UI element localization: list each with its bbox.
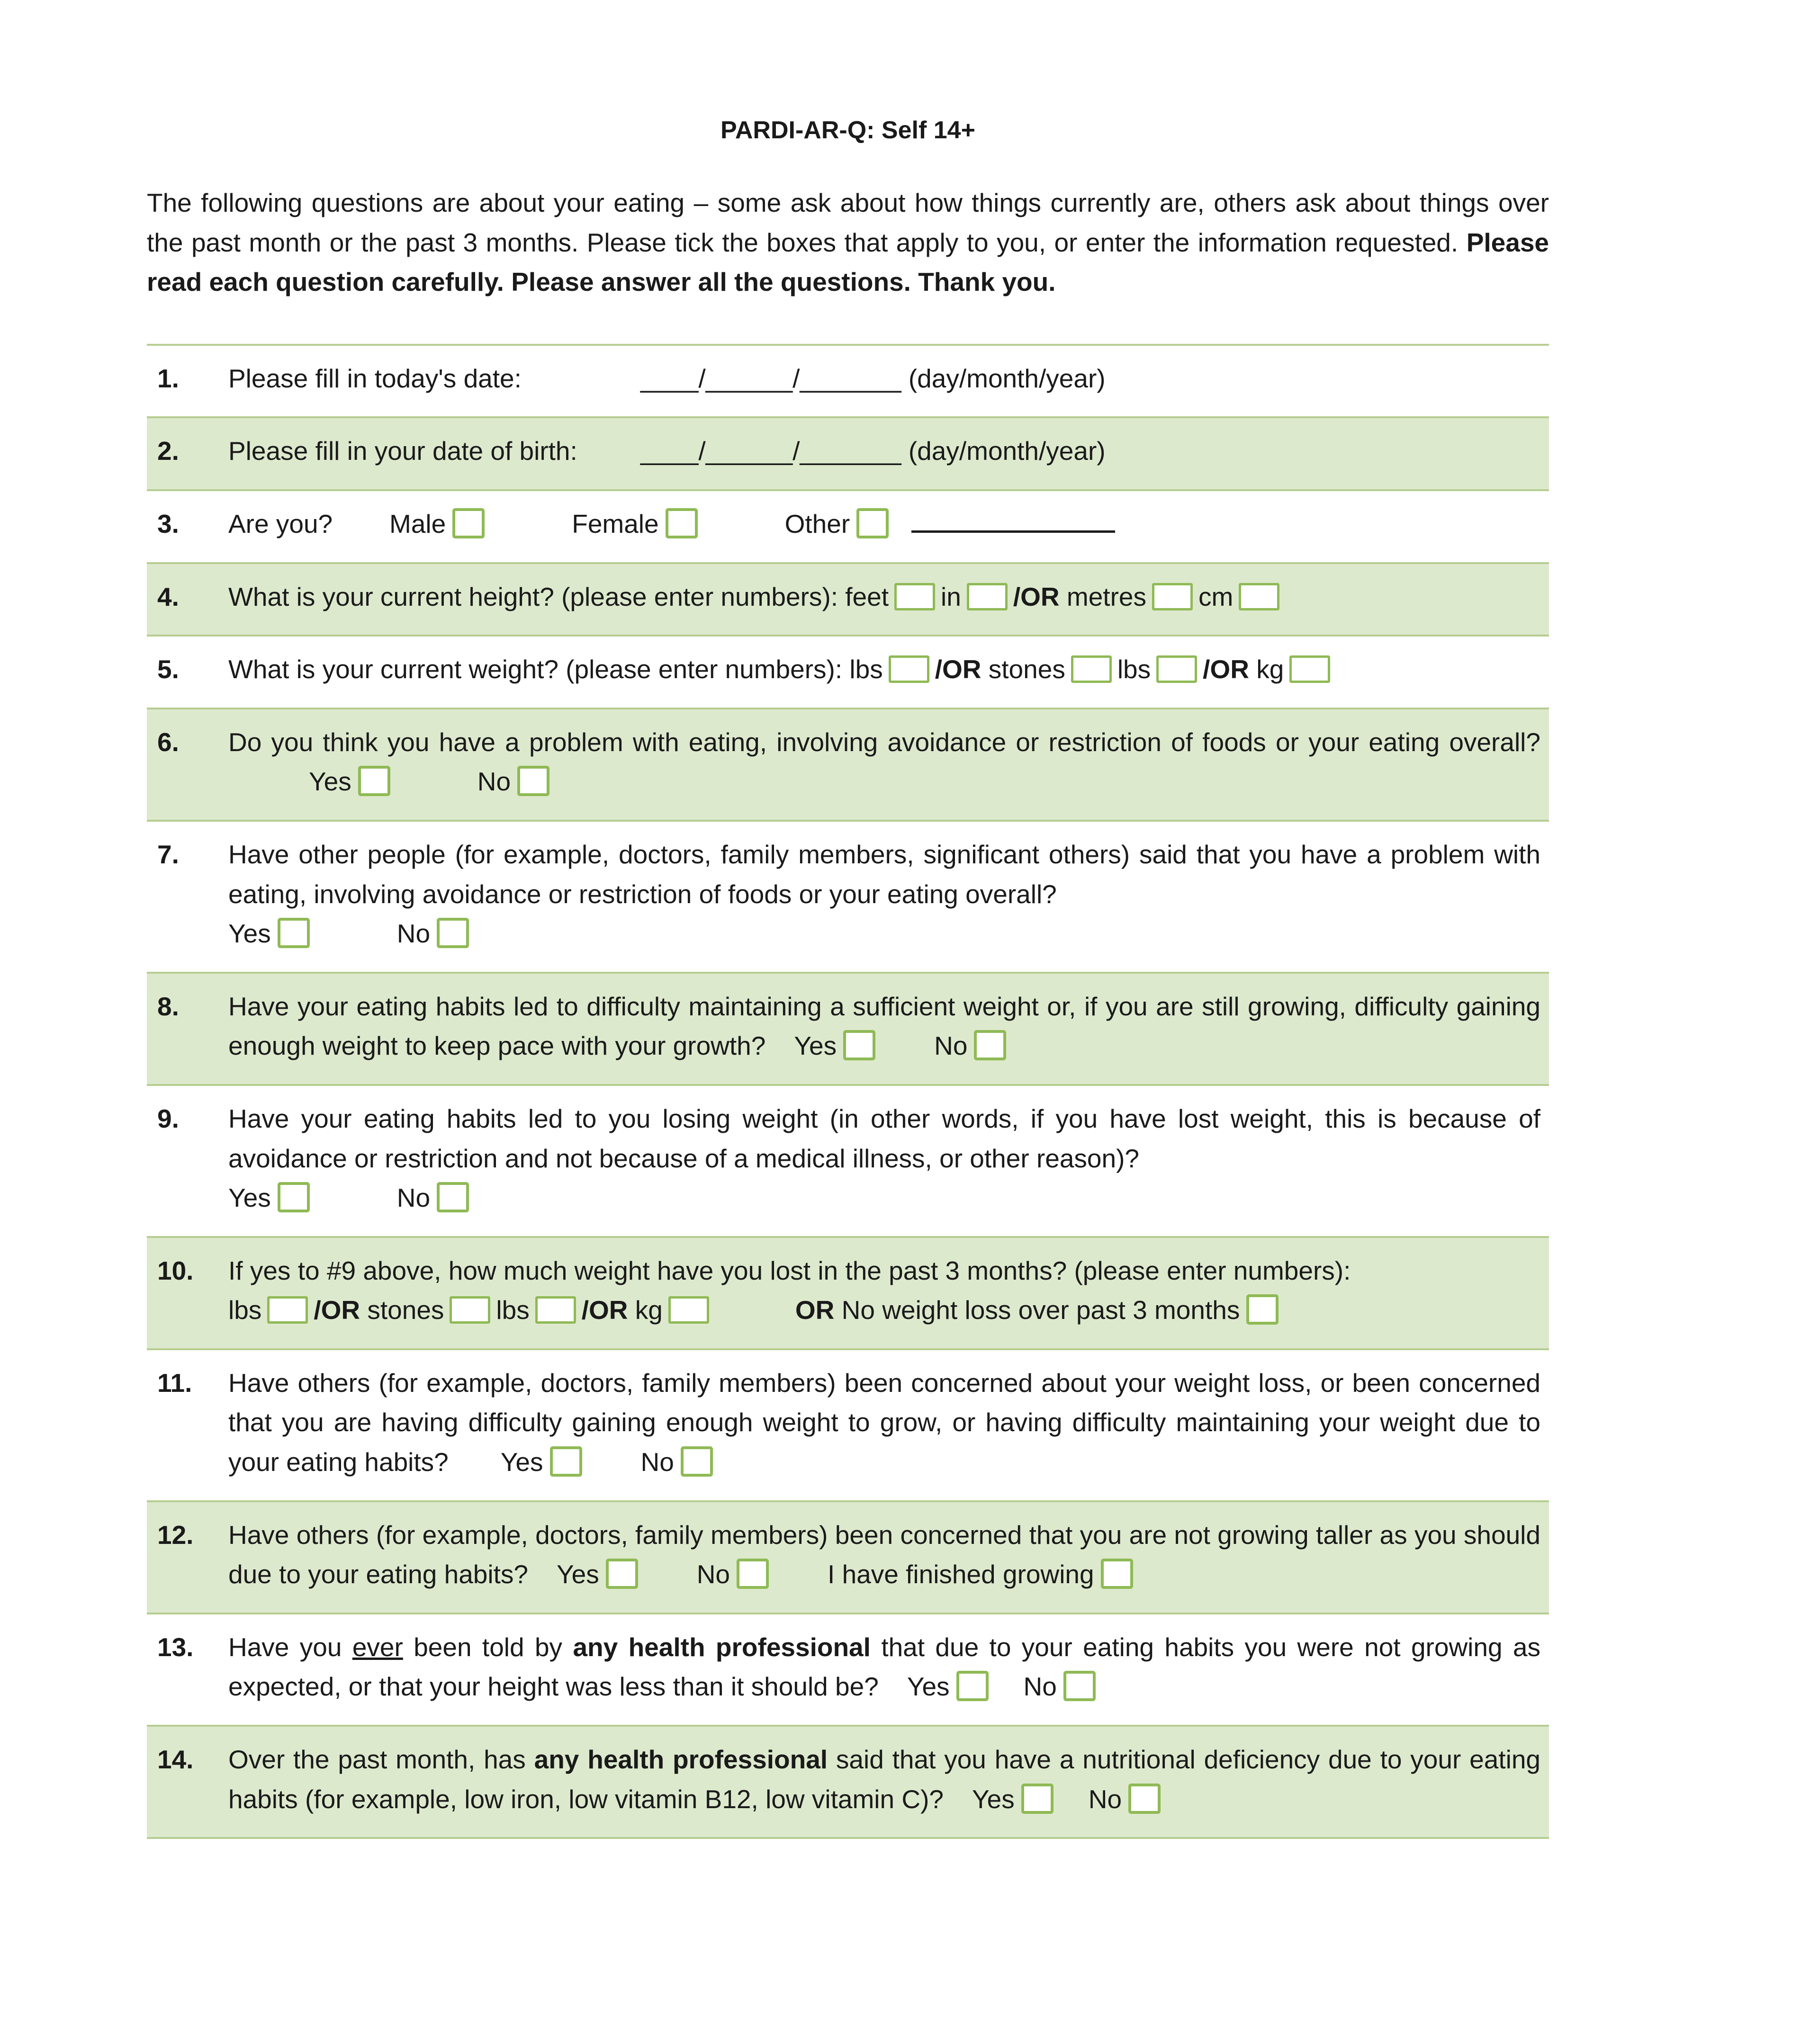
q7-no-checkbox[interactable] bbox=[437, 918, 469, 948]
q12-finished-growing-label: I have finished growing bbox=[828, 1560, 1094, 1589]
q14-number: 14. bbox=[157, 1745, 194, 1775]
q9-yes-label: Yes bbox=[228, 1183, 271, 1213]
q4-or-label: /OR bbox=[1013, 582, 1060, 611]
q8-yes-checkbox[interactable] bbox=[843, 1030, 875, 1060]
question-row-9 bbox=[147, 1084, 1549, 1236]
q4-metres-label: metres bbox=[1066, 582, 1146, 611]
q10-number: 10. bbox=[157, 1255, 194, 1285]
question-row-7 bbox=[147, 820, 1549, 972]
q2-number: 2. bbox=[157, 436, 179, 466]
q5-lbs2-label: lbs bbox=[1117, 654, 1151, 684]
q13-body bbox=[228, 1628, 1544, 1707]
q9-body bbox=[228, 1099, 1544, 1218]
q3-number: 3. bbox=[157, 509, 179, 538]
q14-bold-text: any health professional bbox=[534, 1745, 828, 1775]
question-row-13 bbox=[147, 1613, 1549, 1725]
q5-stones-label: stones bbox=[988, 654, 1065, 684]
q14-yes-checkbox[interactable] bbox=[1021, 1784, 1054, 1814]
q10-lbs-input-box[interactable] bbox=[267, 1296, 308, 1324]
question-row-5 bbox=[147, 635, 1549, 708]
q10-no-weight-loss-label: No weight loss over past 3 months bbox=[841, 1295, 1240, 1325]
q3-text: Are you? bbox=[228, 509, 333, 538]
question-row-1 bbox=[147, 344, 1549, 417]
q5-lbs2-input-box[interactable] bbox=[1156, 655, 1197, 683]
q10-stones-label: stones bbox=[367, 1295, 444, 1325]
q5-kg-label: kg bbox=[1256, 654, 1284, 684]
q13-text-3: that due to your eating habits you were not growing as expected, or that your height was less than it should be? bbox=[228, 1632, 1541, 1702]
q9-number: 9. bbox=[157, 1103, 179, 1133]
q13-yes-checkbox[interactable] bbox=[956, 1671, 989, 1701]
question-row-11 bbox=[147, 1348, 1549, 1500]
q2-date-format: (day/month/year) bbox=[908, 436, 1106, 466]
q5-text: What is your current weight? (please enter numbers): lbs bbox=[228, 654, 883, 684]
questions-table bbox=[147, 344, 1549, 1839]
q3-other-checkbox[interactable] bbox=[856, 508, 889, 538]
q14-no-label: No bbox=[1088, 1784, 1122, 1814]
q11-yes-label: Yes bbox=[500, 1447, 543, 1477]
question-row-4 bbox=[147, 562, 1549, 635]
q8-yes-label: Yes bbox=[794, 1031, 837, 1061]
q4-cm-label: cm bbox=[1198, 582, 1234, 611]
q3-female-checkbox[interactable] bbox=[666, 508, 698, 538]
q12-body bbox=[228, 1515, 1544, 1595]
q10-or2-label: /OR bbox=[581, 1295, 628, 1325]
q6-no-label: No bbox=[477, 767, 511, 797]
q9-yes-checkbox[interactable] bbox=[278, 1182, 310, 1212]
q13-text-2: been told by bbox=[414, 1632, 563, 1662]
question-row-12 bbox=[147, 1500, 1549, 1613]
q10-lbs2-label: lbs bbox=[496, 1295, 530, 1325]
q13-ever-underlined: ever bbox=[352, 1632, 403, 1662]
q9-no-checkbox[interactable] bbox=[437, 1182, 469, 1212]
q2-body bbox=[228, 431, 1544, 471]
q11-body bbox=[228, 1363, 1544, 1482]
q4-body bbox=[228, 577, 1544, 617]
q8-text: Have your eating habits led to difficulty maintaining a sufficient weight or, if you are still growing, difficulty gaining enough weight to keep pace with your growth? bbox=[228, 991, 1540, 1061]
question-row-14 bbox=[147, 1725, 1549, 1839]
q6-yes-label: Yes bbox=[309, 767, 351, 797]
q1-body bbox=[228, 359, 1544, 399]
q13-no-label: No bbox=[1023, 1672, 1057, 1702]
q7-body bbox=[228, 835, 1544, 954]
question-row-10 bbox=[147, 1236, 1549, 1348]
q14-text-2: said that you have a nutritional deficiency due to your eating habits (for example, low iron, low vitamin B12, low vitamin C)? bbox=[228, 1745, 1540, 1814]
q3-body bbox=[228, 504, 1544, 544]
q10-or1-label: /OR bbox=[314, 1295, 360, 1325]
q11-no-checkbox[interactable] bbox=[681, 1446, 713, 1477]
q3-other-label: Other bbox=[784, 509, 850, 538]
q4-inches-input-box[interactable] bbox=[967, 583, 1008, 610]
q5-body bbox=[228, 650, 1544, 690]
q14-text-1: Over the past month, has bbox=[228, 1745, 526, 1775]
q10-body bbox=[228, 1251, 1544, 1330]
q2-text: Please fill in your date of birth: bbox=[228, 436, 577, 466]
q9-text: Have your eating habits led to you losing weight (in other words, if you have lost weight, this is because of avoidance or restriction and not because of a medical illness, or other reason)? bbox=[228, 1103, 1540, 1173]
question-row-2 bbox=[147, 416, 1549, 489]
q4-in-label: in bbox=[941, 582, 961, 611]
q3-male-checkbox[interactable] bbox=[452, 508, 485, 538]
q8-no-label: No bbox=[934, 1031, 968, 1061]
q1-text: Please fill in today's date: bbox=[228, 363, 522, 393]
q12-finished-growing-checkbox[interactable] bbox=[1101, 1559, 1133, 1589]
q12-no-checkbox[interactable] bbox=[737, 1559, 769, 1589]
question-row-3 bbox=[147, 489, 1549, 562]
q10-kg-input-box[interactable] bbox=[668, 1296, 709, 1324]
q7-yes-checkbox[interactable] bbox=[278, 918, 310, 948]
intro-text-bold: Please read each question carefully. Please answer all the questions. Thank you. bbox=[147, 227, 1549, 297]
q11-text: Have others (for example, doctors, family members) been concerned about your weight loss, or been concerned that you are having difficulty gaining enough weight to grow, or having difficulty maintaining your weight due to your eating habits? bbox=[228, 1368, 1540, 1477]
q13-number: 13. bbox=[157, 1632, 194, 1662]
q6-body bbox=[228, 723, 1544, 802]
q1-date-blank[interactable]: ____/______/_______ bbox=[640, 363, 901, 393]
q5-stones-input-box[interactable] bbox=[1071, 655, 1112, 683]
q7-no-label: No bbox=[396, 919, 431, 949]
q7-yes-label: Yes bbox=[228, 919, 271, 949]
q12-yes-checkbox[interactable] bbox=[606, 1559, 638, 1589]
q9-no-label: No bbox=[396, 1183, 431, 1213]
q4-metres-input-box[interactable] bbox=[1152, 583, 1193, 610]
question-row-6 bbox=[147, 708, 1549, 820]
q13-no-checkbox[interactable] bbox=[1063, 1671, 1096, 1701]
page-title: PARDI-AR-Q: Self 14+ bbox=[720, 117, 975, 144]
q7-text: Have other people (for example, doctors, family members, significant others) said that you have a problem with eating, involving avoidance or restriction of foods or your eating overall? bbox=[228, 839, 1540, 909]
q14-body bbox=[228, 1740, 1544, 1819]
q13-bold-text: any health professional bbox=[573, 1632, 871, 1662]
q12-no-label: No bbox=[696, 1560, 730, 1589]
q10-no-weight-loss-checkbox[interactable] bbox=[1246, 1294, 1279, 1325]
q6-text: Do you think you have a problem with eating, involving avoidance or restriction of foods or your eating overall? bbox=[228, 727, 1540, 757]
q2-date-blank[interactable]: ____/______/_______ bbox=[640, 436, 901, 466]
q10-or3-label: OR bbox=[795, 1295, 835, 1325]
q4-number: 4. bbox=[157, 582, 179, 611]
question-row-8 bbox=[147, 972, 1549, 1084]
q5-lbs-input-box[interactable] bbox=[889, 655, 929, 683]
q10-lbs-label: lbs bbox=[228, 1295, 262, 1325]
q14-no-checkbox[interactable] bbox=[1128, 1784, 1161, 1814]
q11-number: 11. bbox=[157, 1368, 192, 1398]
q13-text-1: Have you bbox=[228, 1632, 342, 1662]
q12-yes-label: Yes bbox=[556, 1560, 599, 1589]
q8-number: 8. bbox=[157, 991, 179, 1021]
q10-text: If yes to #9 above, how much weight have you lost in the past 3 months? (please enter numbers): bbox=[228, 1255, 1351, 1285]
q5-or1-label: /OR bbox=[935, 654, 982, 684]
q11-yes-checkbox[interactable] bbox=[550, 1446, 582, 1477]
intro-text: The following questions are about your eating – some ask about how things currently are, others ask about things over the past month or the past 3 months. Please tick the boxes that apply to you, or enter the information requested. bbox=[147, 188, 1549, 257]
q10-stones-input-box[interactable] bbox=[450, 1296, 490, 1324]
q6-no-checkbox[interactable] bbox=[517, 766, 549, 796]
q5-kg-input-box[interactable] bbox=[1289, 655, 1330, 683]
q7-number: 7. bbox=[157, 839, 179, 869]
q5-or2-label: /OR bbox=[1203, 654, 1249, 684]
q3-other-write-in-line[interactable] bbox=[911, 528, 1115, 533]
q10-kg-label: kg bbox=[635, 1295, 663, 1325]
q12-text: Have others (for example, doctors, family members) been concerned that you are not growing taller as you should due to your eating habits? bbox=[228, 1520, 1540, 1589]
q1-date-format: (day/month/year) bbox=[908, 363, 1106, 393]
q3-male-label: Male bbox=[389, 509, 446, 538]
q8-no-checkbox[interactable] bbox=[974, 1030, 1006, 1060]
q8-body bbox=[228, 987, 1544, 1066]
q14-yes-label: Yes bbox=[972, 1784, 1015, 1814]
q6-number: 6. bbox=[157, 727, 179, 757]
q11-no-label: No bbox=[640, 1447, 674, 1477]
q5-number: 5. bbox=[157, 654, 179, 684]
q6-yes-checkbox[interactable] bbox=[358, 766, 390, 796]
q3-female-label: Female bbox=[572, 509, 659, 538]
q1-number: 1. bbox=[157, 363, 179, 393]
q4-cm-input-box[interactable] bbox=[1239, 583, 1279, 610]
intro-paragraph bbox=[147, 183, 1549, 302]
q10-lbs2-input-box[interactable] bbox=[535, 1296, 576, 1324]
q4-text: What is your current height? (please enter numbers): feet bbox=[228, 582, 889, 611]
q13-yes-label: Yes bbox=[907, 1672, 950, 1702]
q12-number: 12. bbox=[157, 1520, 194, 1550]
q4-feet-input-box[interactable] bbox=[894, 583, 935, 610]
